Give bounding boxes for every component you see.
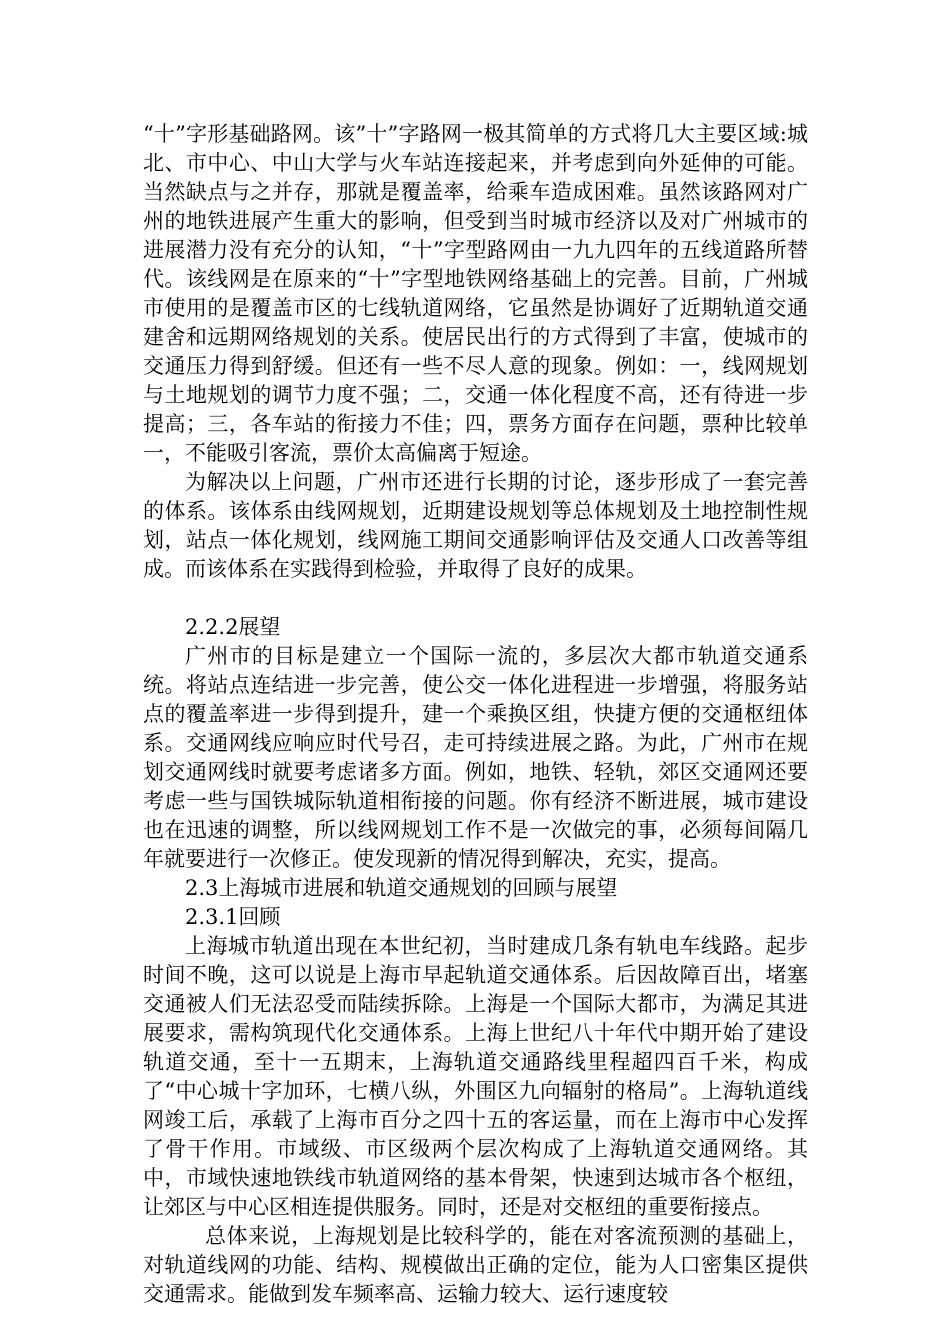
section-heading-2-2-2: 2.2.2展望 [185, 615, 281, 639]
paragraph-shanghai-review: 上海城市轨道出现在本世纪初，当时建成几条有轨电车线路。起步时间不晚，这可以说是上海市早起轨道交通体系。后因故障百出，堵塞交通被人们无法忍受而陆续拆除。上海是一个国际大都市，为满足其进展要求，需构筑现代化交通体系。上海上世纪八十年代中期开始了建设轨道交通，至十一五期末，上海轨道交通路线里程超四百千米，构成了“中心城十字加环，七横八纵，外围区九向辐射的格局”。上海轨道线网竣工后，承载了上海市百分之四十五的客运量，而在上海市中心发挥了骨干作用。市域级、市区级两个层次构成了上海轨道交通网络。其中，市域快速地铁线市轨道网络的基本骨架，快速到达城市各个枢纽，让郊区与中心区相连提供服务。同时，还是对交枢纽的重要衔接点。 [143, 934, 808, 1219]
section-heading-2-3: 2.3上海城市进展和轨道交通规划的回顾与展望 [185, 876, 618, 900]
paragraph-guangzhou-network-history: “十”字形基础路网。该”十”字路网一极其简单的方式将几大主要区域:城北、市中心、中山大学与火车站连接起来，并考虑到向外延伸的可能。当然缺点与之并存，那就是覆盖率，给乘车造成困难。虽然该路网对广州的地铁进展产生重大的影响，但受到当时城市经济以及对广州城市的进展潜力没有充分的认知，“十”字型路网由一九九四年的五线道路所替代。该线网是在原来的“十”字型地铁网络基础上的完善。目前，广州城市使用的是覆盖市区的七线轨道网络，它虽然是协调好了近期轨道交通建舍和远期网络规划的关系。使居民出行的方式得到了丰富，使城市的交通压力得到舒缓。但还有一些不尽人意的现象。例如：一，线网规划与土地规划的调节力度不强；二，交通一体化程度不高，还有待进一步提高；三，各车站的衔接力不佳；四，票务方面存在问题，票种比较单一，不能吸引客流，票价太高偏离于短途。 [143, 122, 808, 465]
blank-line [143, 584, 808, 613]
document-page [143, 120, 808, 1309]
paragraph-guangzhou-solution: 为解决以上问题，广州市还进行长期的讨论，逐步形成了一套完善的体系。该体系由线网规划，近期建设规划等总体规划及土地控制性规划，站点一体化规划，线网施工期间交通影响评估及交通人口改善等组成。而该体系在实践得到检验，并取得了良好的成果。 [143, 470, 808, 581]
section-heading-2-3-1: 2.3.1回顾 [185, 905, 281, 929]
paragraph-guangzhou-outlook: 广州市的目标是建立一个国际一流的，多层次大都市轨道交通系统。将站点连结进一步完善，使公交一体化进程进一步增强，将服务站点的覆盖率进一步得到提升，建一个乘换区组，快捷方便的交通枢纽体系。交通网线应响应时代号召，走可持续进展之路。为此，广州市在规划交通网线时就要考虑诸多方面。例如，地铁、轻轨，郊区交通网还要考虑一些与国铁城际轨道相衔接的问题。你有经济不断进展，城市建设也在迅速的调整，所以线网规划工作不是一次做完的事，必须每间隔几年就要进行一次修正。使发现新的情况得到解决，充实，提高。 [143, 644, 808, 871]
paragraph-shanghai-summary: 总体来说，上海规划是比较科学的，能在对客流预测的基础上，对轨道线网的功能、结构、规模做出正确的定位，能为人口密集区提供交通需求。能做到发车频率高、运输力较大、运行速度较 [143, 1224, 808, 1306]
